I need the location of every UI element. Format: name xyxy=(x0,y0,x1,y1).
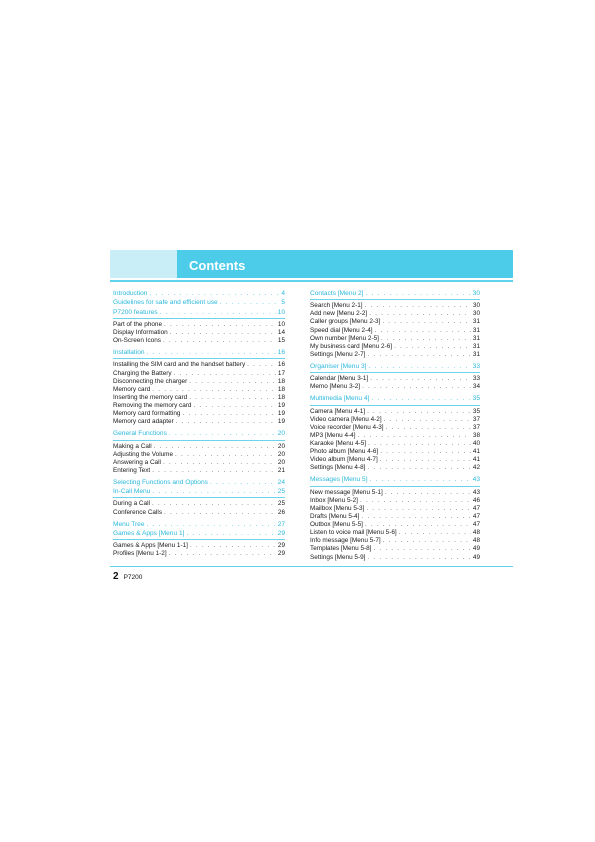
toc-leader-dots xyxy=(163,337,276,345)
toc-entry-page: 19 xyxy=(277,401,285,409)
toc-entry-page: 10 xyxy=(277,320,285,328)
toc-entry[interactable] xyxy=(310,335,480,343)
toc-entry-page: 47 xyxy=(472,504,480,512)
toc-leader-dots xyxy=(164,321,276,329)
toc-entry-page: 31 xyxy=(472,342,480,350)
toc-entry-page: 20 xyxy=(277,430,285,438)
toc-entry-page: 25 xyxy=(277,488,285,496)
page-title: Contents xyxy=(189,258,246,273)
toc-entry-label: Memory card adapter xyxy=(113,418,174,426)
toc-leader-dots xyxy=(369,310,471,318)
toc-leader-dots xyxy=(375,327,471,335)
toc-entry[interactable] xyxy=(310,351,480,359)
toc-leader-dots xyxy=(385,489,471,497)
toc-entry-page: 16 xyxy=(277,349,285,357)
toc-entry-label: Voice recorder [Menu 4-3] xyxy=(310,423,384,431)
toc-entry-label: Contacts [Menu 2] xyxy=(310,290,364,297)
toc-entry[interactable] xyxy=(113,500,285,508)
toc-entry-page: 31 xyxy=(472,334,480,342)
toc-leader-dots xyxy=(366,289,471,298)
toc-entry[interactable] xyxy=(113,451,285,459)
toc-section-entry[interactable] xyxy=(113,289,285,298)
toc-entry[interactable] xyxy=(113,378,285,386)
toc-entry-page: 20 xyxy=(277,450,285,458)
toc-entry-page: 35 xyxy=(472,395,480,403)
toc-entry-page: 42 xyxy=(472,464,480,472)
section-underline xyxy=(310,299,480,300)
toc-entry-label: Installing the SIM card and the handset battery xyxy=(113,361,246,369)
toc-leader-dots xyxy=(370,475,471,484)
toc-entry-page: 38 xyxy=(472,432,480,440)
toc-entry[interactable] xyxy=(310,310,480,318)
toc-leader-dots xyxy=(164,509,276,517)
toc-entry[interactable] xyxy=(113,418,285,426)
toc-entry-page: 37 xyxy=(472,423,480,431)
toc-entry-label: Listen to voice mail [Menu 5-6] xyxy=(310,529,397,537)
toc-leader-dots xyxy=(365,521,471,529)
toc-entry-label: On-Screen Icons xyxy=(113,337,161,345)
toc-left-column xyxy=(113,289,285,558)
toc-entry-page: 41 xyxy=(472,448,480,456)
toc-entry-label: Games & Apps [Menu 1] xyxy=(113,529,185,537)
toc-leader-dots xyxy=(152,467,276,475)
section-underline xyxy=(310,372,480,373)
toc-leader-dots xyxy=(247,361,276,369)
toc-entry-label: Conference Calls xyxy=(113,508,163,516)
toc-section-entry[interactable] xyxy=(113,308,285,317)
toc-leader-dots xyxy=(152,386,276,394)
toc-entry-label: Part of the phone xyxy=(113,320,163,328)
toc-leader-dots xyxy=(367,408,471,416)
toc-leader-dots xyxy=(362,383,471,391)
toc-entry-page: 10 xyxy=(277,308,285,316)
toc-leader-dots xyxy=(189,394,276,402)
toc-entry[interactable] xyxy=(310,537,480,545)
toc-entry-label: Mailbox [Menu 5-3] xyxy=(310,504,365,512)
toc-leader-dots xyxy=(154,443,276,451)
toc-entry-page: 5 xyxy=(281,299,285,307)
toc-leader-dots xyxy=(149,289,279,298)
toc-entry-label: Video album [Menu 4-7] xyxy=(310,456,378,464)
toc-entry[interactable] xyxy=(113,410,285,418)
toc-entry-page: 27 xyxy=(277,520,285,528)
top-divider xyxy=(110,280,513,282)
toc-entry-page: 26 xyxy=(277,508,285,516)
toc-entry-label: In-Call Menu xyxy=(113,488,151,496)
toc-entry[interactable] xyxy=(113,509,285,517)
toc-leader-dots xyxy=(169,550,276,558)
toc-entry-page: 29 xyxy=(277,529,285,537)
toc-entry[interactable] xyxy=(310,408,480,416)
toc-entry-label: Selecting Functions and Options xyxy=(113,478,208,486)
toc-entry-label: MP3 [Menu 4-4] xyxy=(310,432,356,440)
toc-leader-dots xyxy=(186,529,275,538)
toc-entry-page: 43 xyxy=(472,488,480,496)
toc-entry-page: 41 xyxy=(472,456,480,464)
toc-leader-dots xyxy=(371,394,470,403)
toc-entry-label: Photo album [Menu 4-6] xyxy=(310,448,379,456)
toc-entry-label: Search [Menu 2-1] xyxy=(310,302,363,310)
toc-entry-page: 29 xyxy=(277,542,285,550)
toc-leader-dots xyxy=(383,537,471,545)
toc-entry[interactable] xyxy=(310,513,480,521)
toc-entry[interactable] xyxy=(113,550,285,558)
toc-entry[interactable] xyxy=(310,383,480,391)
toc-entry-label: Profiles [Menu 1-2] xyxy=(113,550,167,558)
section-underline xyxy=(310,486,480,487)
toc-entry-page: 4 xyxy=(281,290,285,297)
toc-entry-page: 34 xyxy=(472,383,480,391)
toc-leader-dots xyxy=(160,308,276,317)
toc-leader-dots xyxy=(367,464,470,472)
toc-leader-dots xyxy=(382,318,471,326)
toc-entry[interactable] xyxy=(310,505,480,513)
toc-entry-page: 37 xyxy=(472,415,480,423)
toc-leader-dots xyxy=(152,500,276,508)
section-underline xyxy=(113,318,285,319)
toc-section-entry[interactable] xyxy=(113,520,285,529)
toc-leader-dots xyxy=(147,520,276,529)
toc-entry[interactable] xyxy=(113,370,285,378)
toc-entry-label: Inbox [Menu 5-2] xyxy=(310,496,358,504)
toc-entry-page: 43 xyxy=(472,476,480,484)
toc-leader-dots xyxy=(147,348,276,357)
toc-entry[interactable] xyxy=(113,467,285,475)
toc-entry[interactable] xyxy=(310,343,480,351)
toc-entry-label: Memory card xyxy=(113,385,151,393)
toc-entry-label: Settings [Menu 4-8] xyxy=(310,464,366,472)
toc-entry[interactable] xyxy=(310,375,480,383)
toc-leader-dots xyxy=(365,302,471,310)
contents-banner xyxy=(110,250,513,278)
toc-entry[interactable] xyxy=(310,545,480,553)
toc-entry[interactable] xyxy=(310,489,480,497)
toc-entry-label: Caller groups [Menu 2-3] xyxy=(310,318,381,326)
toc-section-entry[interactable] xyxy=(113,478,285,487)
toc-section-entry[interactable] xyxy=(310,289,480,298)
toc-entry-page: 17 xyxy=(277,369,285,377)
toc-entry-label: Display Information xyxy=(113,328,168,336)
toc-entry-label: Entering Text xyxy=(113,466,151,474)
toc-entry[interactable] xyxy=(113,459,285,467)
toc-entry-label: Video camera [Menu 4-2] xyxy=(310,415,382,423)
toc-entry-page: 25 xyxy=(277,500,285,508)
toc-leader-dots xyxy=(357,432,470,440)
toc-entry-label: Organiser [Menu 3] xyxy=(310,362,367,370)
model-name: P7200 xyxy=(123,574,143,581)
toc-entry-page: 33 xyxy=(472,375,480,383)
toc-leader-dots xyxy=(381,335,471,343)
toc-leader-dots xyxy=(163,459,276,467)
toc-entry-label: Templates [Menu 5-8] xyxy=(310,545,372,553)
toc-leader-dots xyxy=(373,545,470,553)
toc-entry-page: 19 xyxy=(277,418,285,426)
toc-entry-label: Inserting the memory card xyxy=(113,393,188,401)
banner-pale-block xyxy=(110,250,177,278)
toc-entry-page: 33 xyxy=(472,362,480,370)
toc-entry-label: Memo [Menu 3-2] xyxy=(310,383,361,391)
toc-section-entry[interactable] xyxy=(113,487,285,496)
toc-entry[interactable] xyxy=(113,386,285,394)
toc-entry[interactable] xyxy=(310,497,480,505)
toc-leader-dots xyxy=(220,298,280,307)
toc-entry-label: Disconnecting the charger xyxy=(113,377,188,385)
toc-entry[interactable] xyxy=(310,416,480,424)
toc-leader-dots xyxy=(170,329,276,337)
toc-entry-page: 31 xyxy=(472,326,480,334)
toc-entry-page: 14 xyxy=(277,328,285,336)
toc-entry[interactable] xyxy=(113,321,285,329)
toc-entry-label: Menu Tree xyxy=(113,520,145,528)
section-underline xyxy=(113,358,285,359)
toc-leader-dots xyxy=(174,370,276,378)
toc-entry-label: My business card [Menu 2-6] xyxy=(310,342,393,350)
toc-entry[interactable] xyxy=(113,542,285,550)
toc-entry-label: Karaoke [Menu 4-5] xyxy=(310,440,367,448)
toc-entry-page: 18 xyxy=(277,377,285,385)
toc-entry[interactable] xyxy=(310,456,480,464)
toc-right-column xyxy=(310,289,480,562)
toc-entry-page: 30 xyxy=(472,290,480,297)
toc-entry[interactable] xyxy=(310,464,480,472)
section-underline xyxy=(310,405,480,406)
toc-entry-page: 31 xyxy=(472,318,480,326)
section-underline xyxy=(113,539,285,540)
toc-leader-dots xyxy=(367,554,470,562)
toc-entry-label: Adjusting the Volume xyxy=(113,450,174,458)
toc-entry-label: Guidelines for safe and efficient use xyxy=(113,299,218,307)
toc-entry-page: 31 xyxy=(472,350,480,358)
toc-leader-dots xyxy=(399,529,471,537)
toc-section-entry[interactable] xyxy=(113,529,285,538)
toc-leader-dots xyxy=(182,410,275,418)
toc-entry-page: 48 xyxy=(472,537,480,545)
toc-entry-page: 35 xyxy=(472,407,480,415)
toc-entry[interactable] xyxy=(310,529,480,537)
toc-entry-label: Multimedia [Menu 4] xyxy=(310,395,370,403)
toc-entry-label: Games & Apps [Menu 1-1] xyxy=(113,542,188,550)
bottom-divider xyxy=(110,566,513,567)
toc-entry-page: 49 xyxy=(472,545,480,553)
toc-leader-dots xyxy=(360,497,471,505)
toc-entry-page: 15 xyxy=(277,337,285,345)
toc-entry-page: 29 xyxy=(277,550,285,558)
toc-entry[interactable] xyxy=(310,521,480,529)
toc-entry-label: Settings [Menu 2-7] xyxy=(310,350,366,358)
section-underline xyxy=(113,497,285,498)
toc-entry-page: 20 xyxy=(277,442,285,450)
toc-entry-page: 18 xyxy=(277,385,285,393)
toc-entry-page: 18 xyxy=(277,393,285,401)
toc-entry-label: New message [Menu 5-1] xyxy=(310,488,383,496)
toc-entry[interactable] xyxy=(113,402,285,410)
toc-leader-dots xyxy=(394,343,471,351)
toc-entry-page: 16 xyxy=(277,361,285,369)
toc-entry-label: Introduction xyxy=(113,290,148,297)
toc-leader-dots xyxy=(368,362,470,371)
toc-leader-dots xyxy=(189,378,276,386)
toc-entry-label: Add new [Menu 2-2] xyxy=(310,310,368,318)
toc-leader-dots xyxy=(386,424,471,432)
toc-leader-dots xyxy=(366,505,471,513)
toc-entry-page: 48 xyxy=(472,529,480,537)
toc-entry-label: Own number [Menu 2-5] xyxy=(310,334,379,342)
section-underline xyxy=(113,440,285,441)
toc-entry-label: Info message [Menu 5-7] xyxy=(310,537,381,545)
toc-entry-page: 19 xyxy=(277,410,285,418)
toc-section-entry[interactable] xyxy=(113,429,285,438)
toc-entry[interactable] xyxy=(113,361,285,369)
toc-leader-dots xyxy=(190,542,276,550)
toc-entry-label: Outbox [Menu 5-5] xyxy=(310,521,363,529)
toc-entry-label: Messages [Menu 5] xyxy=(310,476,368,484)
toc-entry[interactable] xyxy=(113,337,285,345)
toc-entry-label: Speed dial [Menu 2-4] xyxy=(310,326,373,334)
toc-entry[interactable] xyxy=(113,394,285,402)
toc-entry[interactable] xyxy=(310,554,480,562)
toc-leader-dots xyxy=(175,451,276,459)
toc-entry-page: 24 xyxy=(277,478,285,486)
toc-leader-dots xyxy=(368,440,471,448)
toc-entry-page: 47 xyxy=(472,521,480,529)
toc-leader-dots xyxy=(380,448,471,456)
toc-entry[interactable] xyxy=(310,302,480,310)
toc-entry-label: Settings [Menu 5-9] xyxy=(310,553,366,561)
toc-section-entry[interactable] xyxy=(310,475,480,484)
toc-entry-label: Making a Call xyxy=(113,442,152,450)
toc-leader-dots xyxy=(169,429,276,438)
toc-entry-page: 30 xyxy=(472,310,480,318)
toc-entry-label: P7200 features xyxy=(113,308,158,316)
toc-leader-dots xyxy=(361,513,471,521)
toc-entry-page: 49 xyxy=(472,553,480,561)
toc-entry-label: Answering a Call xyxy=(113,458,161,466)
toc-leader-dots xyxy=(194,402,276,410)
toc-entry[interactable] xyxy=(113,329,285,337)
toc-entry-label: Camera [Menu 4-1] xyxy=(310,407,366,415)
toc-leader-dots xyxy=(367,351,470,359)
toc-entry[interactable] xyxy=(310,432,480,440)
toc-entry[interactable] xyxy=(113,443,285,451)
toc-entry-label: During a Call xyxy=(113,500,150,508)
toc-entry-page: 30 xyxy=(472,302,480,310)
toc-entry-page: 46 xyxy=(472,496,480,504)
toc-section-entry[interactable] xyxy=(310,394,480,403)
toc-entry[interactable] xyxy=(310,448,480,456)
toc-leader-dots xyxy=(380,456,471,464)
toc-entry-page: 40 xyxy=(472,440,480,448)
toc-entry[interactable] xyxy=(310,424,480,432)
page-footer xyxy=(113,571,142,582)
toc-entry-page: 21 xyxy=(277,466,285,474)
toc-leader-dots xyxy=(152,487,275,496)
toc-entry[interactable] xyxy=(310,440,480,448)
toc-entry-label: Calendar [Menu 3-1] xyxy=(310,375,369,383)
toc-entry-label: Drafts [Menu 5-4] xyxy=(310,513,360,521)
toc-entry-label: Installation xyxy=(113,349,145,357)
toc-leader-dots xyxy=(176,418,276,426)
toc-entry[interactable] xyxy=(310,327,480,335)
toc-entry[interactable] xyxy=(310,318,480,326)
page-number: 2 xyxy=(113,571,119,582)
toc-leader-dots xyxy=(210,478,276,487)
toc-entry-label: General Functions xyxy=(113,430,167,438)
toc-leader-dots xyxy=(370,375,471,383)
toc-section-entry[interactable] xyxy=(113,298,285,307)
toc-section-entry[interactable] xyxy=(310,362,480,371)
toc-entry-label: Charging the Battery xyxy=(113,369,172,377)
toc-entry-page: 47 xyxy=(472,513,480,521)
toc-entry-label: Memory card formatting xyxy=(113,410,181,418)
toc-leader-dots xyxy=(384,416,471,424)
toc-entry-label: Removing the memory card xyxy=(113,401,192,409)
toc-entry-page: 20 xyxy=(277,458,285,466)
toc-section-entry[interactable] xyxy=(113,348,285,357)
